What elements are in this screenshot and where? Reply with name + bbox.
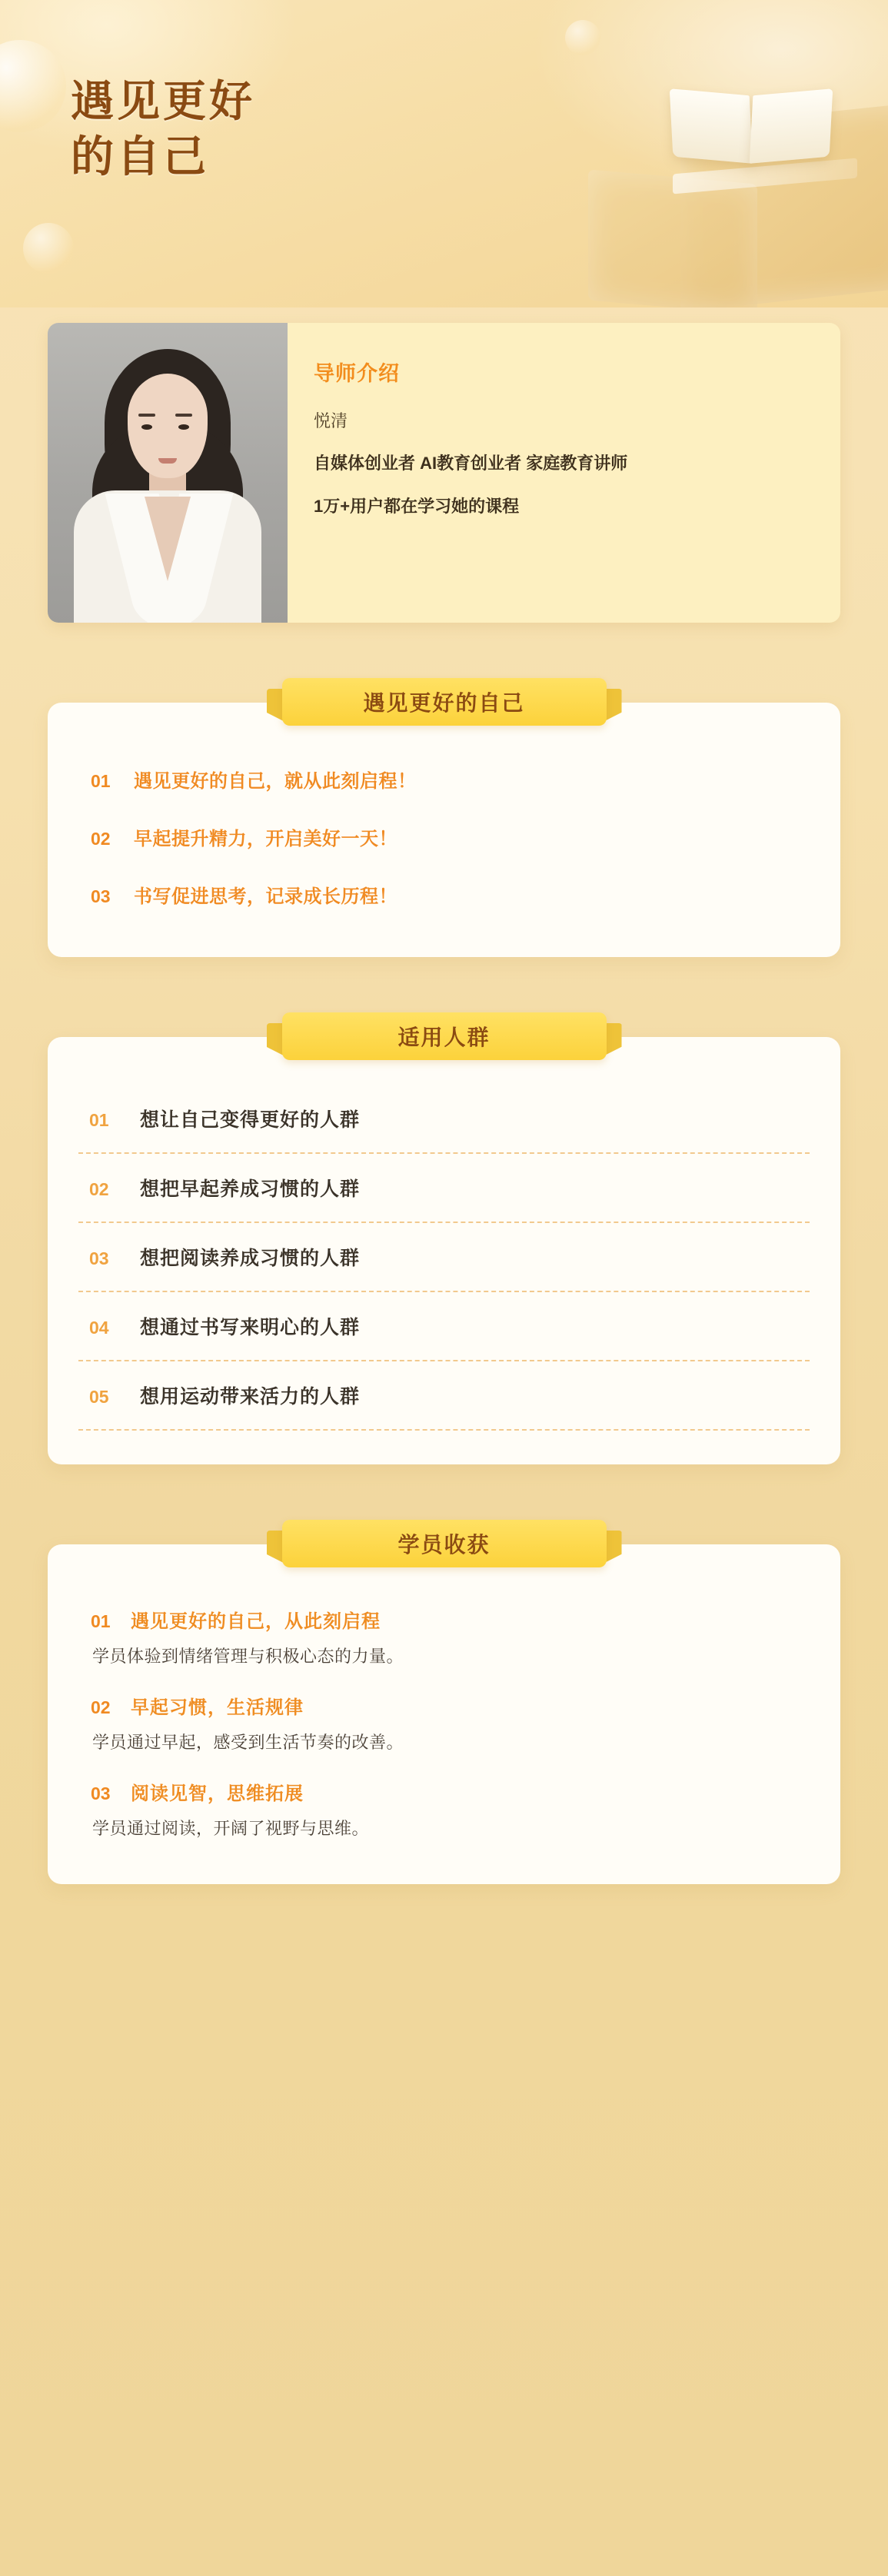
list-item-description: 学员通过阅读，开阔了视野与思维。 [92, 1819, 370, 1838]
gains-card [48, 1544, 840, 1884]
list-item [78, 1292, 810, 1361]
open-book-icon [671, 92, 833, 161]
list-item-label: 书写促进思考，记录成长历程！ [134, 886, 397, 907]
list-item [78, 1085, 810, 1154]
list-item-description: 学员体验到情绪管理与积极心态的力量。 [92, 1647, 404, 1666]
list-item-number: 01 [89, 1110, 109, 1130]
gains-section [48, 1520, 840, 1884]
list-item [78, 1223, 810, 1292]
decorative-circle-icon [0, 40, 66, 132]
list-item-label: 想让自己变得更好的人群 [140, 1109, 361, 1131]
list-item-label: 想把早起养成习惯的人群 [140, 1178, 361, 1200]
list-item-label: 想通过书写来明心的人群 [140, 1317, 361, 1338]
highlights-ribbon-label: 遇见更好的自己 [363, 691, 525, 715]
list-item-title: 遇见更好的自己，从此刻启程 [131, 1611, 381, 1632]
highlights-card [48, 703, 840, 957]
hero-title-line-2: 的自己 [71, 131, 209, 181]
hero-title-line-1: 遇见更好 [71, 77, 255, 125]
list-item-number: 03 [91, 1783, 111, 1803]
decorative-circle-icon [23, 223, 74, 274]
list-item-title: 阅读见智，思维拓展 [131, 1783, 304, 1804]
list-item-label: 想用运动带来活力的人群 [140, 1386, 361, 1408]
teacher-section-title: 导师介绍 [314, 362, 400, 385]
list-item-number: 02 [91, 1697, 111, 1717]
list-item-label: 早起提升精力，开启美好一天！ [134, 829, 397, 849]
list-item-number: 02 [89, 1179, 109, 1199]
audience-card [48, 1037, 840, 1464]
teacher-roles: 自媒体创业者 AI教育创业者 家庭教育讲师 [314, 454, 628, 473]
teacher-student-count: 1万+用户都在学习她的课程 [314, 497, 520, 517]
list-item [78, 750, 810, 808]
list-item-number: 01 [91, 771, 111, 791]
teacher-photo [48, 323, 288, 623]
hero-banner [0, 0, 888, 307]
list-item-number: 03 [89, 1248, 109, 1268]
list-item-number: 04 [89, 1318, 109, 1338]
highlights-section [48, 678, 840, 957]
list-item [78, 1592, 810, 1678]
list-item-description: 学员通过早起，感受到生活节奏的改善。 [92, 1733, 404, 1752]
audience-ribbon-label: 适用人群 [397, 1025, 491, 1049]
list-item [78, 808, 810, 866]
list-item-number: 02 [91, 829, 111, 849]
audience-ribbon [267, 1012, 622, 1060]
list-item-number: 01 [91, 1611, 111, 1631]
highlights-ribbon [267, 678, 622, 726]
teacher-info [288, 323, 840, 623]
gains-ribbon [267, 1520, 622, 1567]
list-item-title: 早起习惯，生活规律 [131, 1697, 304, 1718]
page-title [71, 74, 255, 184]
list-item [78, 866, 810, 923]
list-item [78, 1361, 810, 1431]
teacher-name: 悦清 [314, 411, 348, 430]
gains-ribbon-label: 学员收获 [397, 1533, 491, 1557]
list-item-label: 遇见更好的自己，就从此刻启程！ [134, 771, 417, 792]
decorative-circle-icon [565, 20, 600, 55]
teacher-intro-card [48, 323, 840, 623]
list-item-number: 05 [89, 1387, 109, 1407]
list-item [78, 1678, 810, 1764]
list-item [78, 1154, 810, 1223]
list-item-label: 想把阅读养成习惯的人群 [140, 1248, 361, 1269]
list-item [78, 1764, 810, 1850]
bottom-spacer [0, 1884, 888, 1946]
audience-section [48, 1012, 840, 1464]
list-item-number: 03 [91, 886, 111, 906]
